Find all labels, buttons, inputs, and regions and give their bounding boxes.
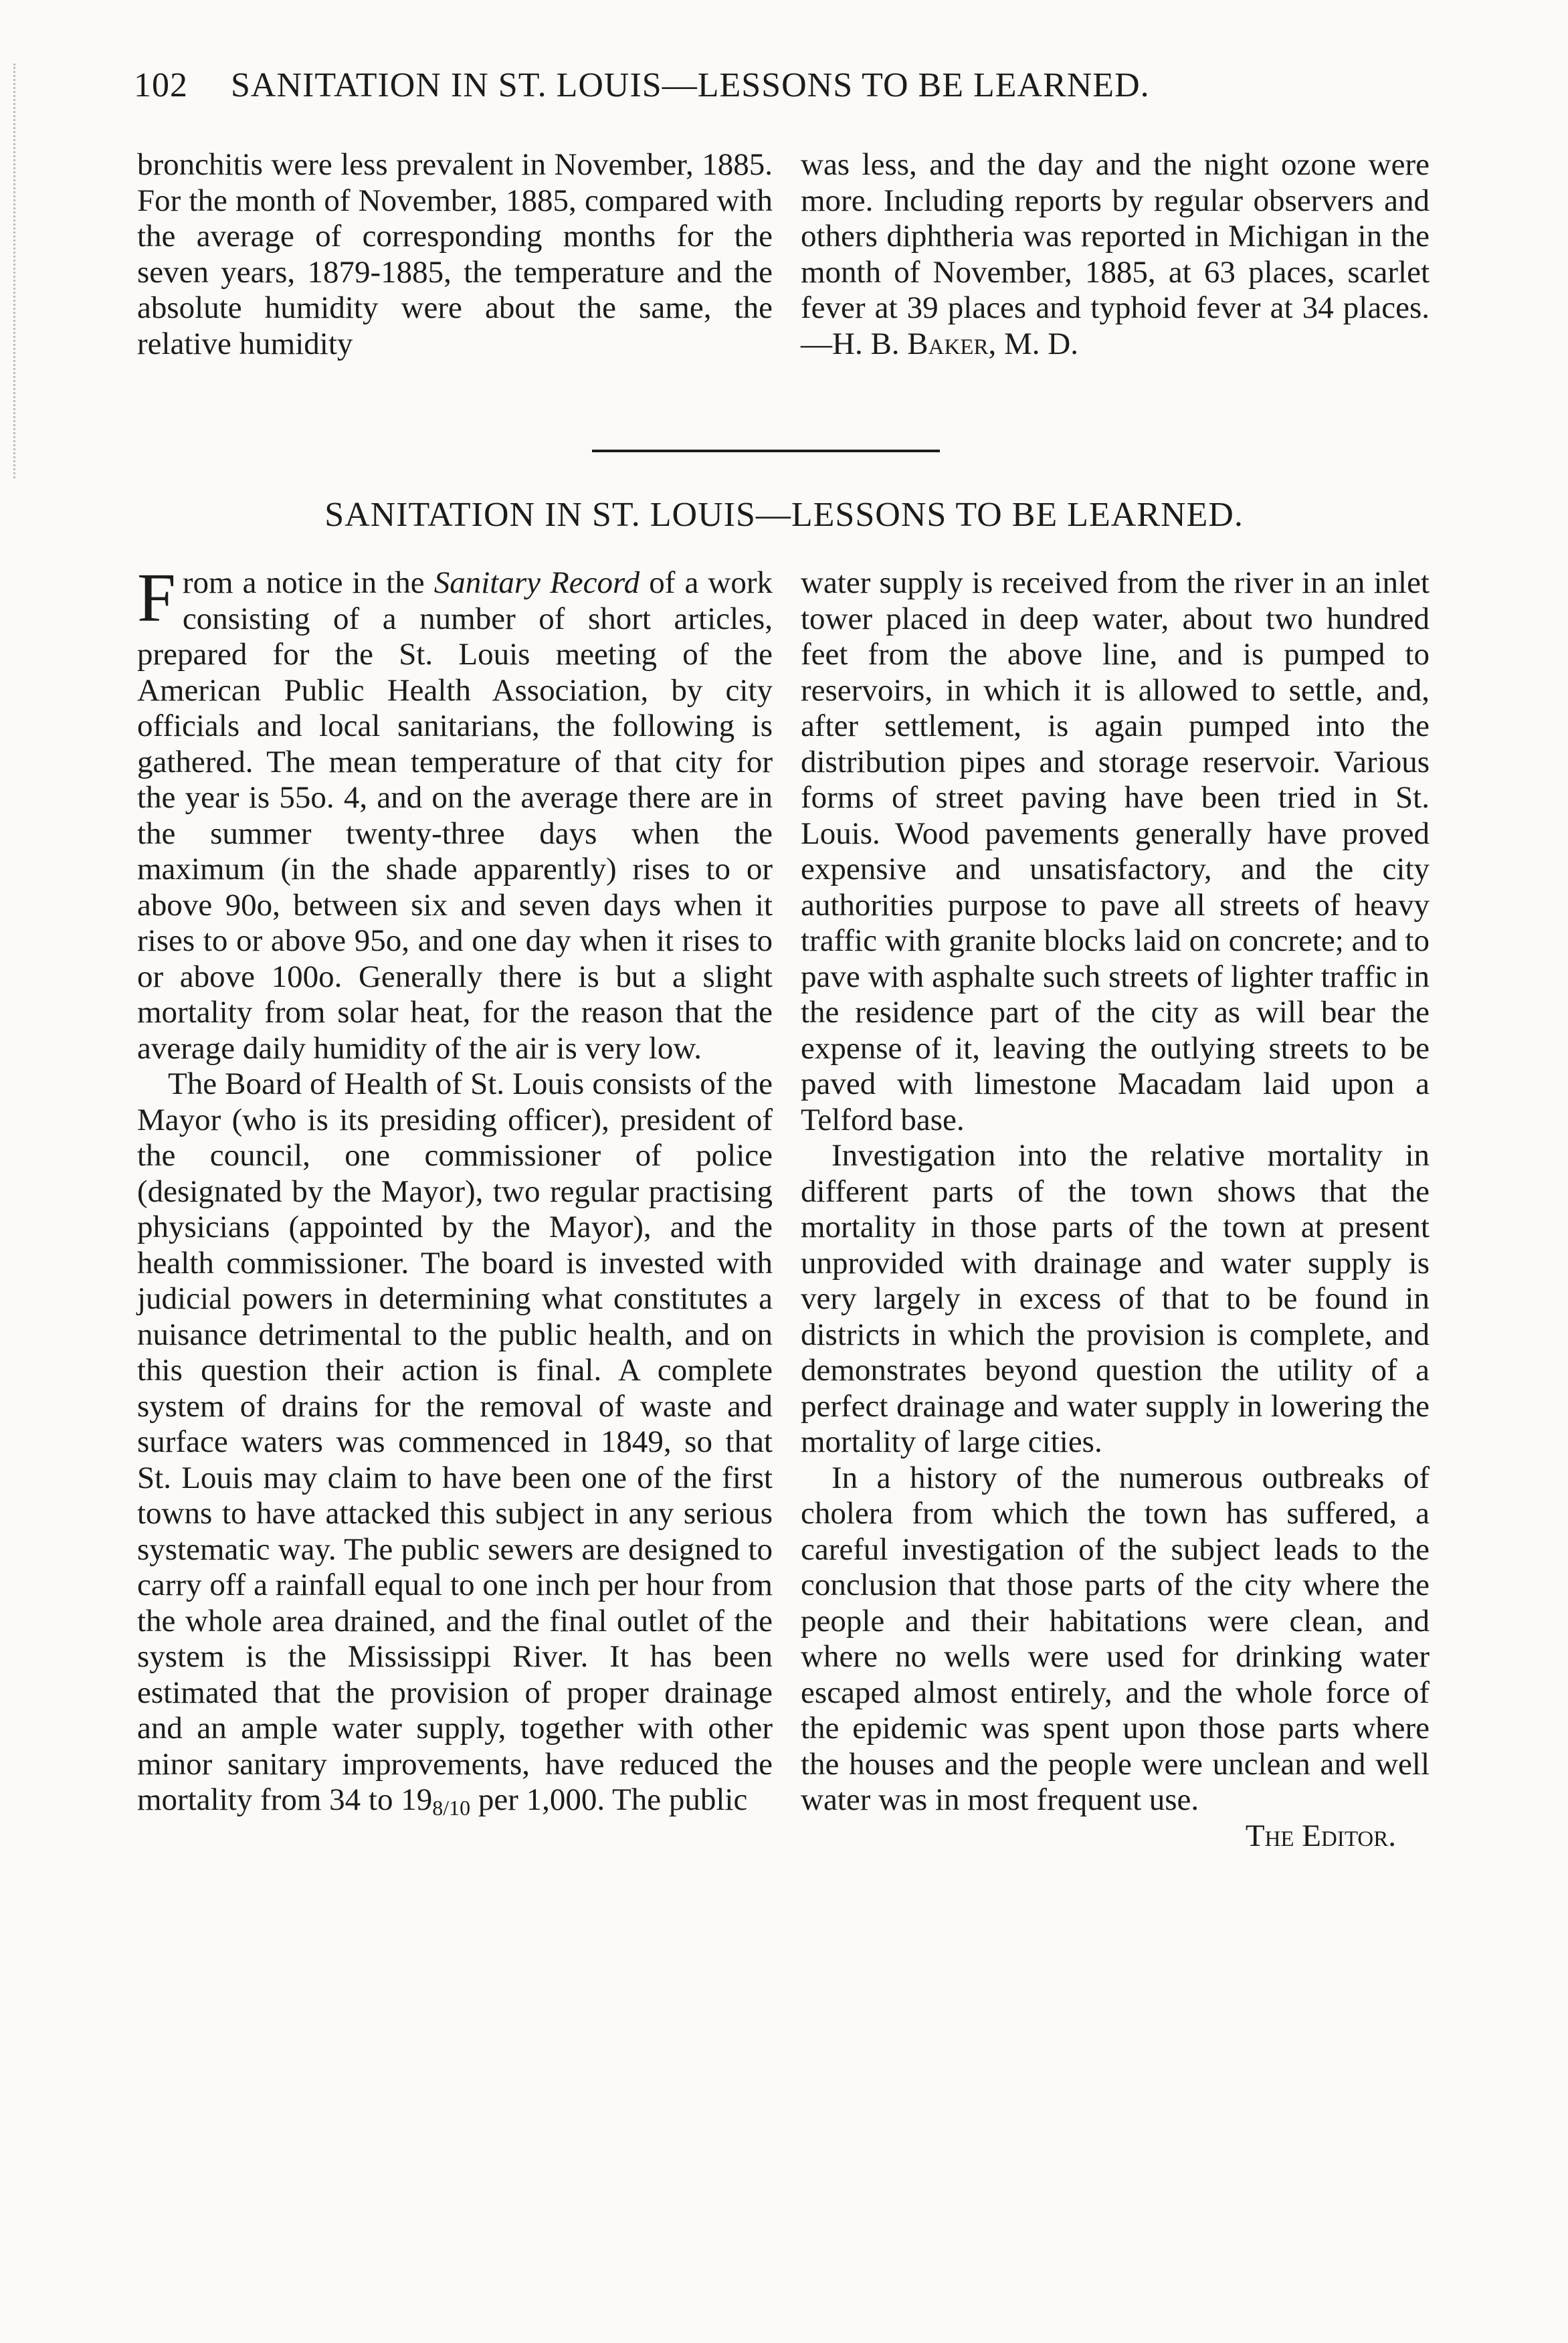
paragraph-2 [137, 1066, 773, 1826]
journal-title: Sanitary Record [433, 565, 640, 600]
previous-article-text-1: bronchitis were less prevalent in November, 1885. For the month of November, 1885, compared with the average of corresponding months for the seven years, 1879-1885, the temperature and the absolute humidity were about the same, the relative humidity [137, 147, 773, 361]
article-title: SANITATION IN ST. LOUIS—LESSONS TO BE LEARNED. [324, 496, 1244, 534]
paragraph-3: water supply is received from the river in an inlet tower placed in deep water, about two hundred feet from the above line, and is pumped to reservoirs, in which it is allowed to settle, and, after settlement, is again pumped into the distribution pipes and storage reservoir. Various forms of street paving have been tried in St. Louis. Wood pavements generally have proved expensive and unsatisfactory, and the city authorities purpose to pave all streets of heavy traffic with granite blocks laid on concrete; and to pave with asphalte such streets of lighter traffic in the residence part of the city as will bear the expense of it, leaving the outlying streets to be paved with limestone Macadam laid upon a Telford base. [801, 565, 1430, 1137]
running-head-title: SANITATION IN ST. LOUIS—LESSONS TO BE LEARNED. [231, 66, 1150, 104]
previous-article-author-suffix: , M. D. [988, 326, 1078, 361]
paragraph-2-end: per 1,000. The public [470, 1782, 748, 1817]
article-column-1 [137, 559, 773, 1826]
previous-article-column-2 [801, 147, 1430, 362]
paragraph-5: In a history of the numerous outbreaks of cholera from which the town has suffered, a careful investigation of the subject leads to the conclusion that those parts of the city where the people and their habitations were clean, and where no wells were used for drinking water escaped almost entirely, and the whole force of the epidemic was spent upon those parts where the houses and the people were unclean and well water was in most frequent use. [801, 1460, 1430, 1817]
editor-signature: The Editor. [1245, 1818, 1396, 1853]
section-divider [592, 450, 940, 452]
paragraph-1-start: rom a notice in the [182, 565, 434, 600]
previous-article-text-2-body: was less, and the day and the night ozone were more. Including reports by regular observers and others diphtheria was reported in Michigan in the month of November, 1885, at 63 places, scarlet fever at 39 places and typhoid fever at 34 places.—H. B. [801, 147, 1430, 361]
paragraph-1 [137, 559, 773, 1066]
margin-scan-marks [13, 64, 22, 478]
fraction: 8/10 [432, 1796, 471, 1820]
page-number: 102 [134, 66, 188, 104]
paragraph-4: Investigation into the relative mortality in different parts of the town shows that the mortality in those parts of the town at present unprovided with drainage and water supply is very largely in excess of that to be found in districts in which the provision is complete, and demonstrates beyond question the utility of a perfect drainage and water supply in lowering the mortality of large cities. [801, 1138, 1430, 1459]
paragraph-1-rest: of a work consisting of a number of short articles, prepared for the St. Louis meeting of the American Public Health Association, by city officials and local sanitarians, the following is gathered. The mean temperature of that city for the year is 55o. 4, and on the average there are in the summer twenty-three days when the maximum (in the shade apparently) rises to or above 90o, between six and seven days when it rises to or above 95o, and one day when it rises to or above 100o. Generally there is but a slight mortality from solar heat, for the reason that the average daily humidity of the air is very low. [137, 565, 773, 1066]
previous-article-author: Baker [907, 326, 989, 361]
paragraph-2-body: The Board of Health of St. Louis consists of the Mayor (who is its presiding officer), president of the council, one commissioner of police (designated by the Mayor), two regular practising physicians (appointed by the Mayor), and the health commissioner. The board is invested with judicial powers in determining what constitutes a nuisance detrimental to the public health, and on this question their action is final. A complete system of drains for the removal of waste and surface waters was commenced in 1849, so that St. Louis may claim to have been one of the first towns to have attacked this subject in any serious systematic way. The public sewers are designed to carry off a rainfall equal to one inch per hour from the whole area drained, and the final outlet of the system is the Mississippi River. It has been estimated that the provision of proper drainage and an ample water supply, together with other minor sanitary improvements, have reduced the mortality from 34 to 19 [137, 1066, 773, 1817]
running-head [134, 66, 1338, 119]
drop-cap: F [137, 559, 176, 636]
previous-article-text-2 [801, 147, 1430, 362]
previous-article-column-1 [137, 147, 773, 362]
article-column-2 [801, 565, 1430, 1854]
